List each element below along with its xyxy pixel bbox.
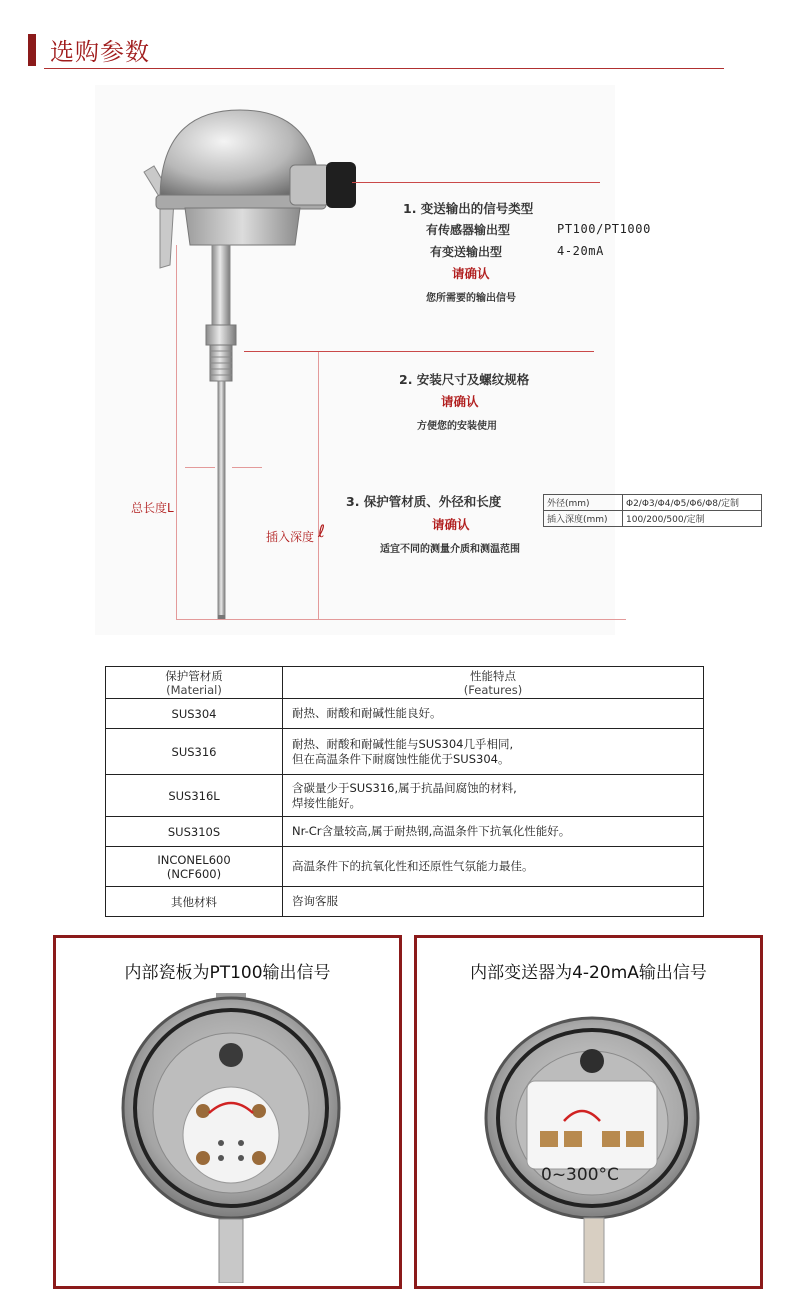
step1-row1-label: 有传感器输出型 — [426, 223, 511, 237]
spec-value: 100/200/500/定制 — [623, 511, 762, 527]
features-cell — [283, 729, 704, 775]
spec-value: Φ2/Φ3/Φ4/Φ5/Φ6/Φ8/定制 — [623, 495, 762, 511]
header-material-cn: 保护管材质 — [165, 668, 223, 683]
callout-line-1 — [352, 182, 600, 183]
table-row — [106, 729, 704, 775]
header-features-cn: 性能特点 — [470, 668, 516, 683]
transmitter-module-illustration — [472, 1013, 712, 1283]
total-length-dimension — [176, 245, 177, 620]
features-cell: Nr-Cr含量较高,属于耐热钢,高温条件下抗氧化性能好。 — [283, 817, 704, 847]
header-material-en: (Material) — [166, 682, 222, 697]
panel-pt100 — [53, 935, 402, 1289]
insert-depth-label: 插入深度 — [266, 530, 315, 544]
step1-title: 1. 变送输出的信号类型 — [403, 201, 534, 216]
spec-table — [543, 494, 762, 527]
step2-title: 2. 安装尺寸及螺纹规格 — [399, 372, 530, 387]
material-cell: SUS316L — [106, 775, 283, 817]
step2-note: 方便您的安装使用 — [417, 421, 497, 432]
step3-title: 3. 保护管材质、外径和长度 — [346, 494, 502, 509]
material-line: (NCF600) — [166, 866, 222, 881]
features-cell: 高温条件下的抗氧化性和还原性气氛能力最佳。 — [283, 847, 704, 887]
material-cell: 其他材料 — [106, 887, 283, 917]
table-header-row — [106, 667, 704, 699]
dial-text: 0~300°C — [541, 1165, 619, 1185]
table-row — [106, 847, 704, 887]
header-features-en: (Features) — [463, 682, 523, 697]
table-row — [106, 775, 704, 817]
step3-confirm: 请确认 — [432, 517, 470, 532]
step3-note: 适宜不同的测量介质和测温范围 — [380, 544, 520, 555]
materials-table — [105, 666, 704, 917]
material-cell: SUS316 — [106, 729, 283, 775]
material-cell: SUS304 — [106, 699, 283, 729]
table-row — [106, 699, 704, 729]
diameter-arrow-left — [185, 467, 215, 468]
spec-row — [544, 495, 762, 511]
page-title: 选购参数 — [50, 38, 150, 66]
panel-4-20ma — [414, 935, 763, 1289]
step1-row1-value: PT100/PT1000 — [557, 222, 651, 236]
step1-confirm: 请确认 — [452, 266, 490, 281]
step1-row2-value: 4-20mA — [557, 244, 604, 258]
total-length-label: 总长度L — [131, 501, 174, 515]
base-dimension-line — [176, 619, 626, 620]
spec-label: 外径(mm) — [544, 495, 623, 511]
insert-depth-dimension — [318, 352, 319, 620]
material-line: INCONEL600 — [157, 852, 231, 867]
features-cell — [283, 775, 704, 817]
material-cell: SUS310S — [106, 817, 283, 847]
header-divider — [44, 68, 724, 69]
header-accent-bar — [28, 34, 36, 66]
features-line: 但在高温条件下耐腐蚀性能优于SUS304。 — [292, 751, 510, 766]
table-row — [106, 817, 704, 847]
step1-note: 您所需要的输出信号 — [426, 293, 516, 304]
diameter-arrow-right — [232, 467, 262, 468]
features-line: 耐热、耐酸和耐碱性能与SUS304几乎相同, — [292, 736, 514, 751]
step2-confirm: 请确认 — [441, 394, 479, 409]
spec-label: 插入深度(mm) — [544, 511, 623, 527]
step1-row2-label: 有变送输出型 — [430, 245, 503, 259]
features-cell: 耐热、耐酸和耐碱性能良好。 — [283, 699, 704, 729]
header-features — [283, 667, 704, 699]
header-material — [106, 667, 283, 699]
table-row — [106, 887, 704, 917]
spec-row — [544, 511, 762, 527]
pt100-ceramic-block-illustration — [111, 993, 351, 1283]
temperature-sensor-illustration — [130, 100, 390, 625]
features-line: 含碳量少于SUS316,属于抗晶间腐蚀的材料, — [292, 780, 517, 795]
panel-4-20ma-title: 内部变送器为4-20mA输出信号 — [470, 963, 707, 983]
callout-line-2 — [244, 351, 594, 352]
insert-depth-symbol: ℓ — [318, 522, 326, 542]
material-cell — [106, 847, 283, 887]
features-cell: 咨询客服 — [283, 887, 704, 917]
features-line: 焊接性能好。 — [292, 795, 361, 810]
panel-pt100-title: 内部瓷板为PT100输出信号 — [124, 963, 331, 983]
